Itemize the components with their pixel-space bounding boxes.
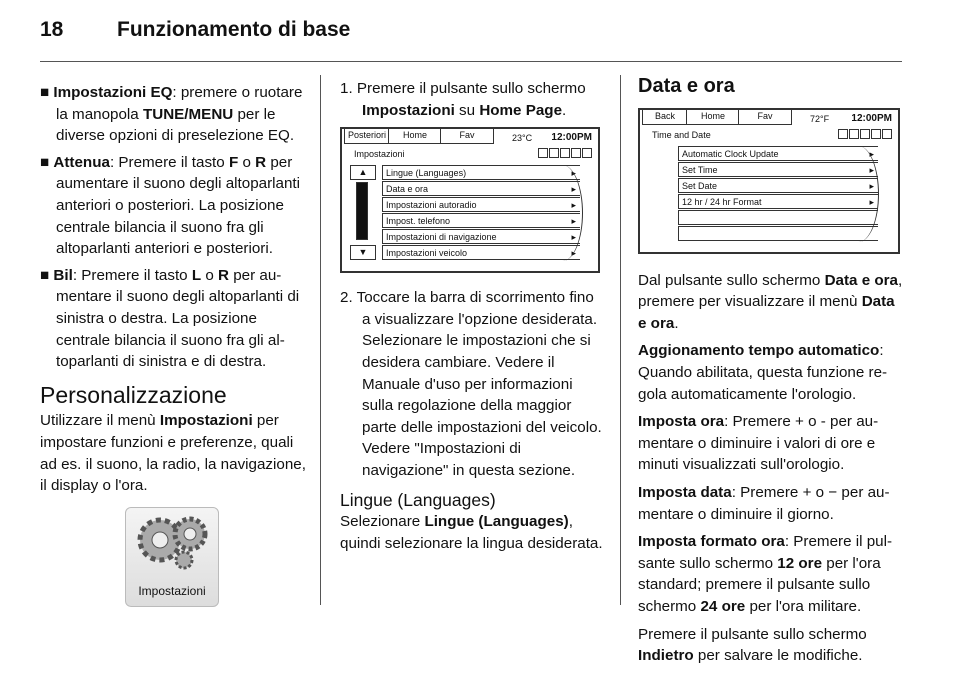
bold-text: Impostazioni xyxy=(159,412,253,430)
screen-button-fav[interactable]: Fav xyxy=(738,110,792,125)
column-middle xyxy=(340,78,605,560)
list-curve xyxy=(542,165,583,261)
text: o xyxy=(201,266,219,284)
screen-button-back[interactable]: Posteriori xyxy=(344,129,390,144)
bold-text: R xyxy=(255,153,267,171)
paragraph xyxy=(638,270,906,335)
section-heading: Personalizzazione xyxy=(40,381,227,408)
page-title: Funzionamento di base xyxy=(117,18,351,41)
text: . xyxy=(562,101,567,119)
text: , quindi selezionare la lingua desiderata. xyxy=(340,513,603,552)
bold-text: 12 ore xyxy=(777,554,823,572)
bold-text: L xyxy=(191,266,202,284)
clock: 12:00PM xyxy=(551,132,592,144)
status-icon xyxy=(871,129,881,139)
text: Utilizzare il menù xyxy=(40,412,160,430)
menu-item-label: Lingue (Languages) xyxy=(386,168,467,179)
text: , premere per visualizzare il menù xyxy=(638,271,903,311)
text: : Quando abilitata, questa funzione regola automaticamente l'orologio. xyxy=(638,342,888,403)
temperature: 72°F xyxy=(810,113,830,124)
chevron-right-icon: ▸ xyxy=(571,184,576,195)
chevron-right-icon: ▸ xyxy=(571,216,576,227)
bullet-marker: ■ xyxy=(40,266,54,284)
text: per le diverse opzioni di preselezione EQ. xyxy=(56,105,295,145)
menu-item-label: 12 hr / 24 hr Format xyxy=(682,196,762,207)
screen-button-back[interactable]: Back xyxy=(642,110,688,125)
section-heading: Lingue (Languages) xyxy=(340,489,496,510)
scrollbar-thumb[interactable] xyxy=(356,182,368,240)
column-right xyxy=(638,76,906,673)
status-icon xyxy=(549,148,559,158)
chevron-right-icon: ▸ xyxy=(571,232,576,243)
text: o xyxy=(238,153,256,171)
text: per l'ora standard; premere il pulsante sullo schermo xyxy=(638,554,881,615)
menu-item-label: Impost. telefono xyxy=(386,216,451,227)
bullet-bil xyxy=(40,265,312,373)
menu-item-label: Automatic Clock Update xyxy=(682,148,779,159)
status-icon xyxy=(882,129,892,139)
chevron-right-icon: ▸ xyxy=(571,168,576,179)
section-heading: Data e ora xyxy=(638,75,735,97)
text: 2. Toccare la barra di scorrimento fino a visualizzare l'opzione desiderata. Selezionare le impostazioni che si desidera cambiare. Vedere il Manuale d'uso per informazioni sulla regolazione della maggior parte delle impostazioni del veicolo. Vedere "Impostazioni di navigazione" in questa sezione. xyxy=(340,289,602,479)
status-icon xyxy=(538,148,548,158)
menu-item-label: Data e ora xyxy=(386,184,429,195)
paragraph xyxy=(40,410,312,496)
bold-text: Impostazioni EQ xyxy=(53,84,173,101)
chevron-right-icon: ▸ xyxy=(869,180,874,191)
text: : Premere il tasto xyxy=(109,153,229,171)
paragraph xyxy=(638,531,906,617)
chevron-right-icon: ▸ xyxy=(869,196,874,207)
text: su xyxy=(454,101,480,119)
chevron-right-icon: ▸ xyxy=(571,200,576,211)
text: . xyxy=(674,314,679,332)
paragraph xyxy=(638,411,906,476)
paragraph xyxy=(638,482,906,525)
text: : Premere il pulsante sullo schermo xyxy=(638,533,893,572)
bold-text: R xyxy=(218,266,229,284)
bold-text: Bil xyxy=(53,266,73,284)
status-icon xyxy=(849,129,859,139)
bold-text: Lingue (Languages) xyxy=(424,513,569,531)
screen-button-home[interactable]: Home xyxy=(686,110,740,125)
bold-text: Data e ora xyxy=(824,271,899,289)
menu-item-label: Impostazioni di navigazione xyxy=(386,232,497,243)
step-1 xyxy=(340,78,605,121)
clock: 12:00PM xyxy=(851,112,892,124)
gear-label: Impostazioni xyxy=(138,583,206,598)
list-curve xyxy=(838,146,879,242)
status-icon xyxy=(838,129,848,139)
bold-text: TUNE/MENU xyxy=(142,105,234,123)
column-divider xyxy=(620,75,621,605)
chevron-right-icon: ▸ xyxy=(571,248,576,259)
chevron-right-icon: ▸ xyxy=(869,164,874,175)
menu-item-label: Set Date xyxy=(682,180,718,191)
text: per l'ora militare. xyxy=(745,597,862,615)
status-icon xyxy=(571,148,581,158)
screen-title: Impostazioni xyxy=(354,149,405,160)
bold-text: Imposta formato ora xyxy=(638,533,785,551)
bold-text: Indietro xyxy=(638,647,694,665)
status-icon xyxy=(860,129,870,139)
bold-text: Attenua xyxy=(53,153,110,171)
text: : Premere + o - per aumentare o diminuire i valori di ore e minuti visualizzati sull'orologio. xyxy=(638,413,879,474)
screen-title: Time and Date xyxy=(652,129,711,140)
bullet-marker: ■ xyxy=(40,84,54,101)
page-number: 18 xyxy=(40,18,64,41)
bullet-attenua xyxy=(40,152,312,260)
time-date-screen xyxy=(638,108,900,254)
text: : premere o ruotare la manopola xyxy=(56,84,303,123)
paragraph xyxy=(340,511,605,554)
bold-text: 24 ore xyxy=(700,597,746,615)
paragraph xyxy=(638,340,906,405)
scroll-down-button[interactable]: ▼ xyxy=(350,245,376,260)
bold-text: Imposta data xyxy=(638,483,732,501)
paragraph xyxy=(638,624,906,667)
header-divider xyxy=(40,61,902,62)
bullet-eq xyxy=(40,82,312,147)
text: per aumentare il suono degli altoparlanti anteriori o posteriori. La posizione centrale bilancia il suono fra gli altoparlanti anteriori e posteriori. xyxy=(56,153,301,258)
text: : Premere il tasto xyxy=(72,266,192,284)
settings-screen xyxy=(340,127,600,273)
menu-item-label: Set Time xyxy=(682,164,718,175)
bold-text: Impostazioni xyxy=(362,101,455,119)
text: 1. Premere il pulsante sullo schermo xyxy=(340,80,586,97)
bullet-marker: ■ xyxy=(40,153,54,171)
temperature: 23°C xyxy=(512,133,533,144)
text: Selezionare xyxy=(340,513,425,531)
settings-icon-image xyxy=(125,507,219,607)
text: Dal pulsante sullo schermo xyxy=(638,271,825,289)
step-2 xyxy=(340,287,605,481)
bold-text: Data e ora xyxy=(638,293,895,332)
text: : Premere + o − per aumentare o diminuire il giorno. xyxy=(638,483,890,523)
menu-item-label: Impostazioni autoradio xyxy=(386,200,477,211)
column-left xyxy=(40,82,312,607)
text: per salvare le modifiche. xyxy=(693,647,863,665)
bold-text: Imposta ora xyxy=(638,413,725,431)
text: per impostare funzioni e preferenze, quali ad es. il suono, la radio, la navigazione, il display o l'ora. xyxy=(40,412,306,495)
gears-icon xyxy=(126,508,218,580)
menu-item-label: Impostazioni veicolo xyxy=(386,248,468,259)
status-icon xyxy=(560,148,570,158)
text: Premere il pulsante sullo schermo xyxy=(638,625,867,643)
bold-text: Home Page xyxy=(479,101,563,119)
status-icon xyxy=(582,148,592,158)
bold-text: F xyxy=(228,153,239,171)
chevron-right-icon: ▸ xyxy=(869,148,874,159)
bold-text: Aggionamento tempo automatico xyxy=(638,342,880,360)
scroll-up-button[interactable]: ▲ xyxy=(350,165,376,180)
screen-button-home[interactable]: Home xyxy=(388,129,442,144)
screen-button-fav[interactable]: Fav xyxy=(440,129,494,144)
column-divider xyxy=(320,75,321,605)
text: per aumentare il suono degli altoparlanti di sinistra o destra. La posizione centrale bilancia il suono fra gli altoparlanti di sinistra e di destra. xyxy=(56,266,300,371)
